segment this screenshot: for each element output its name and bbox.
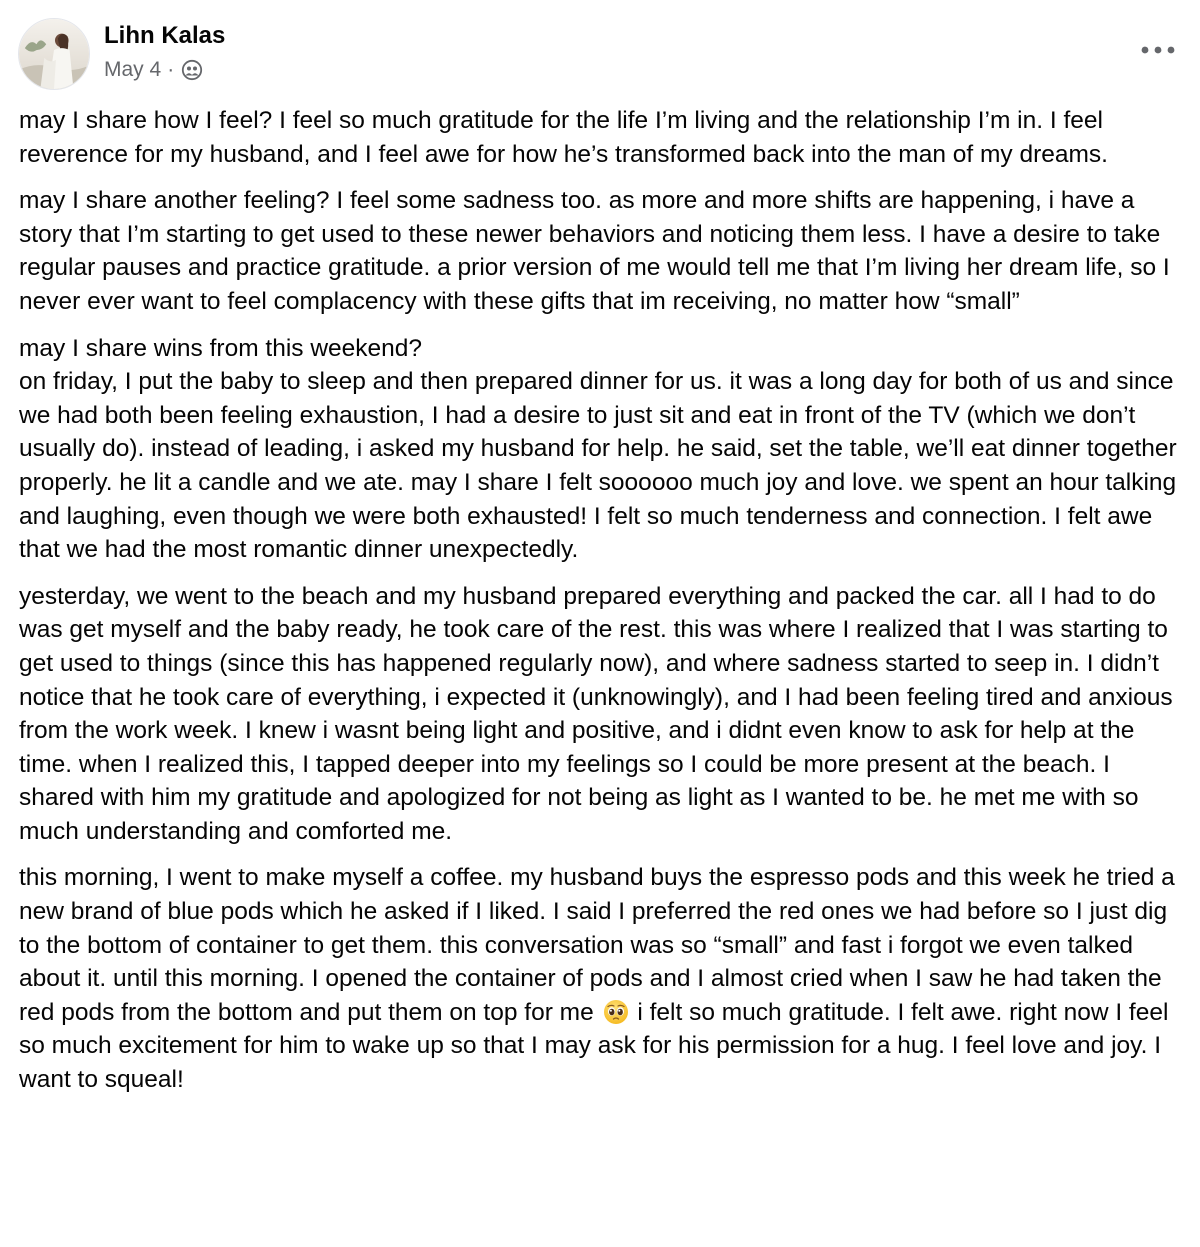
more-options-button[interactable] <box>1136 38 1180 62</box>
post-paragraph-5-start: this morning, I went to make myself a coffee. my husband buys the espresso pods and this week he tried a new brand of blue pods which he asked if I liked. I said I preferred the red ones we had before so I just dig to the bottom of container to get them. this conversation was so “small” and fast i forgot we even talked about it. until this morning. I opened the container of pods and I almost cried when I saw he had taken the red pods from the bottom and put them on top for me <box>19 864 1175 1026</box>
friends-icon[interactable] <box>180 58 204 82</box>
more-horizontal-icon <box>1141 46 1175 54</box>
post-paragraph-1: may I share how I feel? I feel so much gratitude for the life I’m living and the relationship I’m in. I feel reverence for my husband, and I feel awe for how he’s transformed back into the man of my dreams. <box>19 107 1108 168</box>
post-body <box>19 104 1183 1110</box>
post-header <box>18 18 1182 90</box>
avatar[interactable] <box>18 18 90 90</box>
meta-separator: · <box>167 58 175 81</box>
profile-photo <box>19 19 89 89</box>
post-paragraph-2: may I share another feeling? I feel some sadness too. as more and more shifts are happening, i have a story that I’m starting to get used to these newer behaviors and noticing them less. I have a desire to take regular pauses and practice gratitude. a prior version of me would tell me that I’m living her dream life, so I never ever want to feel complacency with these gifts that im receiving, no matter how “small” <box>19 187 1170 315</box>
post-paragraph-4: yesterday, we went to the beach and my husband prepared everything and packed the car. all I had to do was get myself and the baby ready, he took care of the rest. this was where I realized that I was starting to get used to things (since this has happened regularly now), and where sadness started to seep in. I didn’t notice that he took care of everything, i expected it (unknowingly), and I had been feeling tired and anxious from the work week. I knew i wasnt being light and positive, and i didnt even know to ask for help at the time. when I realized this, I tapped deeper into my feelings so I could be more present at the beach. I shared with him my gratitude and apologized for not being as light as I wanted to be. he met me with so much understanding and comforted me. <box>19 582 1173 845</box>
post-paragraph-5 <box>19 861 1183 1096</box>
pleading-face-emoji <box>603 999 629 1025</box>
post-paragraph-5-end: i felt so much gratitude. I felt awe. right now I feel so much excitement for him to wake up so that I may ask for his permission for a hug. I feel love and joy. I want to squeal! <box>19 998 1169 1094</box>
post-meta <box>104 58 204 82</box>
post-paragraph-3: may I share wins from this weekend? on friday, I put the baby to sleep and then prepared dinner for us. it was a long day for both of us and since we had both been feeling exhaustion, I had a desire to just sit and eat in front of the TV (which we don’t usually do). instead of leading, i asked my husband for help. he said, set the table, we’ll eat dinner together properly. he lit a candle and we ate. may I share I felt soooooo much joy and love. we spent an hour talking and laughing, even though we were both exhausted! I felt so much tenderness and connection. I felt awe that we had the most romantic dinner unexpectedly. <box>19 334 1177 564</box>
post-date[interactable]: May 4 <box>104 58 162 81</box>
author-name[interactable]: Lihn Kalas <box>104 22 226 49</box>
